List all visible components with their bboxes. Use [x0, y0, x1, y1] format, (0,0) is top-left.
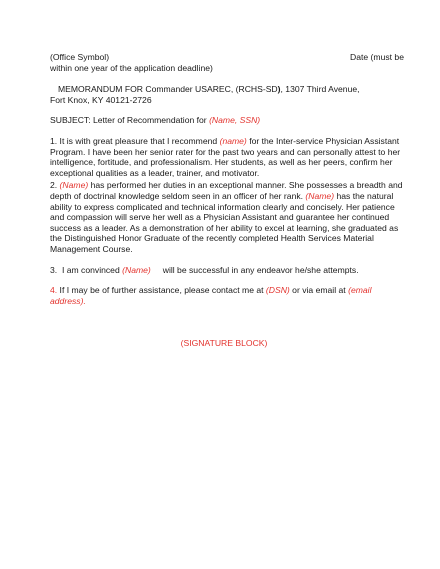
office-symbol: (Office Symbol) — [50, 52, 110, 62]
memo-prefix: MEMORANDUM FOR Commander USAREC, (RCHS-SD — [58, 84, 278, 95]
p4-text-a: If I may be of further assistance, please contact me at — [57, 285, 266, 296]
p3-text-b: will be successful in any endeavor he/she attempts. — [150, 264, 359, 275]
p2-name-placeholder-2: (Name) — [305, 190, 335, 201]
paragraph-1 — [50, 136, 404, 178]
p3-number: 3. — [50, 264, 58, 275]
p4-email-placeholder: (email address) — [50, 285, 372, 306]
paragraph-2 — [50, 180, 404, 254]
p4-dsn-placeholder: (DSN) — [265, 285, 290, 296]
paragraph-4 — [50, 285, 404, 306]
p4-text-c: . — [83, 295, 86, 306]
header-block — [50, 52, 404, 73]
date-label: Date (must be — [350, 52, 404, 62]
p2-number: 2. — [50, 180, 58, 191]
memo-line-1 — [50, 84, 404, 95]
p1-text-b: for the Inter-service Physician Assistant Program. I have been her senior rater for the past two years and can personally attest to her intelligence, fortitude, and professionalism. Her students, as well as her peers, confirm her exceptional qualities as a leader, trainer, and motivator. — [50, 135, 401, 178]
paragraph-3 — [50, 265, 404, 276]
memo-address-2: Fort Knox, KY 40121-2726 — [50, 94, 152, 105]
p2-name-placeholder-1: (Name) — [57, 180, 89, 191]
p4-text-b: or via email at — [289, 285, 349, 296]
p3-text-a: I am convinced — [57, 264, 123, 275]
date-requirement: within one year of the application deadline) — [50, 62, 213, 73]
p3-name-placeholder: (Name) — [122, 264, 151, 275]
p2-text-b: has the natural ability to express complicated and technical information clearly and concisely. Her patience and compassion will serve her well as a Physician Assistant and guarantee her continued success as a leader. As a demonstration of her ability to excel at learning, she graduated as the Distinguished Honor Graduate of the recently completed Health Services Material Management Course. — [50, 190, 399, 254]
p1-number: 1. — [50, 135, 58, 146]
p1-text-a: It is with great pleasure that I recommend — [57, 135, 220, 146]
p4-number: 4. — [50, 285, 58, 296]
subject-label: SUBJECT: Letter of Recommendation for — [50, 115, 210, 126]
p2-text-a: has performed her duties in an exceptional manner. She possesses a breadth and depth of doctrinal knowledge seldom seen in an officer of her rank. — [50, 180, 403, 201]
signature-block: (SIGNATURE BLOCK) — [180, 338, 268, 349]
memo-address-1: , 1307 Third Avenue, — [280, 84, 360, 95]
subject-placeholder: (Name, SSN) — [209, 115, 261, 126]
p1-name-placeholder: (name) — [219, 135, 247, 146]
memorandum-for — [50, 84, 404, 105]
subject-line — [50, 115, 404, 126]
memo-paren: ) — [277, 84, 281, 95]
